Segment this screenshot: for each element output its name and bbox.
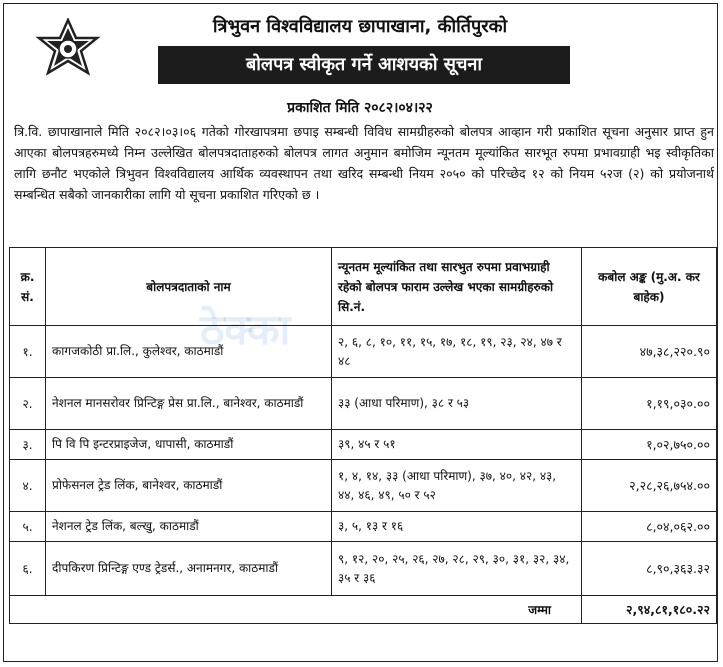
row-name: नेशनल मानसरोवर प्रिन्टिङ्ग प्रेस प्रा.लि., बानेश्वर, काठमाडौं: [46, 378, 332, 430]
row-sn: ५.: [10, 512, 46, 542]
header-name: बोलपत्रदाताको नाम: [46, 248, 332, 326]
table-row: [10, 378, 717, 430]
watermark: ठेक्का: [200, 305, 291, 354]
row-sn: १.: [10, 326, 46, 378]
row-amount: ८,९०,३६३.३२: [582, 542, 717, 596]
table-row: [10, 512, 717, 542]
header-sn: क्र. सं.: [10, 248, 46, 326]
published-date: प्रकाशित मिति २०८२।०४।२२: [287, 100, 433, 116]
table-row: [10, 460, 717, 512]
row-amount: २,२८,२६,७५४.००: [582, 460, 717, 512]
header-amount: कबोल अङ्क (मु.अ. कर बाहेक): [582, 248, 717, 326]
table-row: [10, 430, 717, 460]
row-items: २, ६, ८, १०, ११, १५, १७, १८, १९, २३, २४, ४७ र ४८: [332, 326, 582, 378]
notice-paragraph: त्रि.वि. छापाखानाले मिति २०८२।०३।०६ गतेको गोरखापत्रमा छपाइ सम्बन्धी विविध सामग्रीहरुको बोलपत्र आव्हान गरी प्रकाशित सूचना अनुसार प्राप्त हुन आएका बोलपत्रहरुमध्ये निम्न उल्लेखित बोलपत्रदाताहरुको बोलपत्र लागत अनुमान बमोजिम न्यूनतम मूल्यांकित सारभूत रुपमा प्रभावग्राही भइ स्वीकृतिका लागि छनौट भएकोले त्रिभुवन विश्वविद्यालय आर्थिक व्यवस्थापन तथा खरिद सम्बन्धी नियम २०५० को परिच्छेद १२ को नियम ५२ज (२) को प्रयोजनार्थ सम्बन्धित सबैको जानकारीका लागि यो सूचना प्रकाशित गरिएको छ ।: [14, 124, 714, 202]
table-row: [10, 326, 717, 378]
row-sn: ६.: [10, 542, 46, 596]
total-amount: २,९४,८१,१८०.२२: [582, 596, 717, 624]
row-name: प्रोफेसनल ट्रेड लिंक, बानेश्वर, काठमाडौं: [46, 460, 332, 512]
notice-title: बोलपत्र स्वीकृत गर्ने आशयको सूचना: [158, 46, 570, 84]
row-items: ३, ५, १३ र १६: [332, 512, 582, 542]
row-name: कागजकोठी प्रा.लि., कुलेश्वर, काठमाडौं: [46, 326, 332, 378]
row-sn: ४.: [10, 460, 46, 512]
row-items: १, ४, १४, ३३ (आधा परिमाण), ३७, ४०, ४२, ४३, ४४, ४६, ४९, ५० र ५२: [332, 460, 582, 512]
table-row: [10, 542, 717, 596]
university-emblem-icon: [33, 18, 103, 88]
row-items: ९, १२, २०, २५, २६, २७, २८, २९, ३०, ३१, ३२, ३४, ३५ र ३६: [332, 542, 582, 596]
row-sn: ३.: [10, 430, 46, 460]
row-name: दीपकिरण प्रिन्टिङ्ग एण्ड ट्रेडर्स., अनामनगर, काठमाडौं: [46, 542, 332, 596]
row-items: ३९, ४५ र ५१: [332, 430, 582, 460]
header-items: न्यूनतम मूल्यांकित तथा सारभुत रुपमा प्रवाभग्राही रहेको बोलपत्र फाराम उल्लेख भएका सामग्रीहरुको सि.नं.: [332, 248, 582, 326]
total-row: [10, 596, 717, 624]
bidders-table: [9, 247, 716, 624]
row-name: नेशनल ट्रेड लिंक, बल्खु, काठमाडौं: [46, 512, 332, 542]
row-amount: ८,०४,०६२.००: [582, 512, 717, 542]
row-items: ३३ (आधा परिमाण), ३८ र ५३: [332, 378, 582, 430]
row-amount: १,१९,०३०.००: [582, 378, 717, 430]
row-amount: १,०२,७५०.००: [582, 430, 717, 460]
header-title: त्रिभुवन विश्वविद्यालय छापाखाना, कीर्तिपुरको: [212, 16, 508, 37]
total-label: जम्मा: [10, 596, 582, 624]
row-name: पि वि पि इन्टरप्राइजेज, धापासी, काठमाडौं: [46, 430, 332, 460]
row-sn: २.: [10, 378, 46, 430]
row-amount: ४७,३८,२२०.९०: [582, 326, 717, 378]
